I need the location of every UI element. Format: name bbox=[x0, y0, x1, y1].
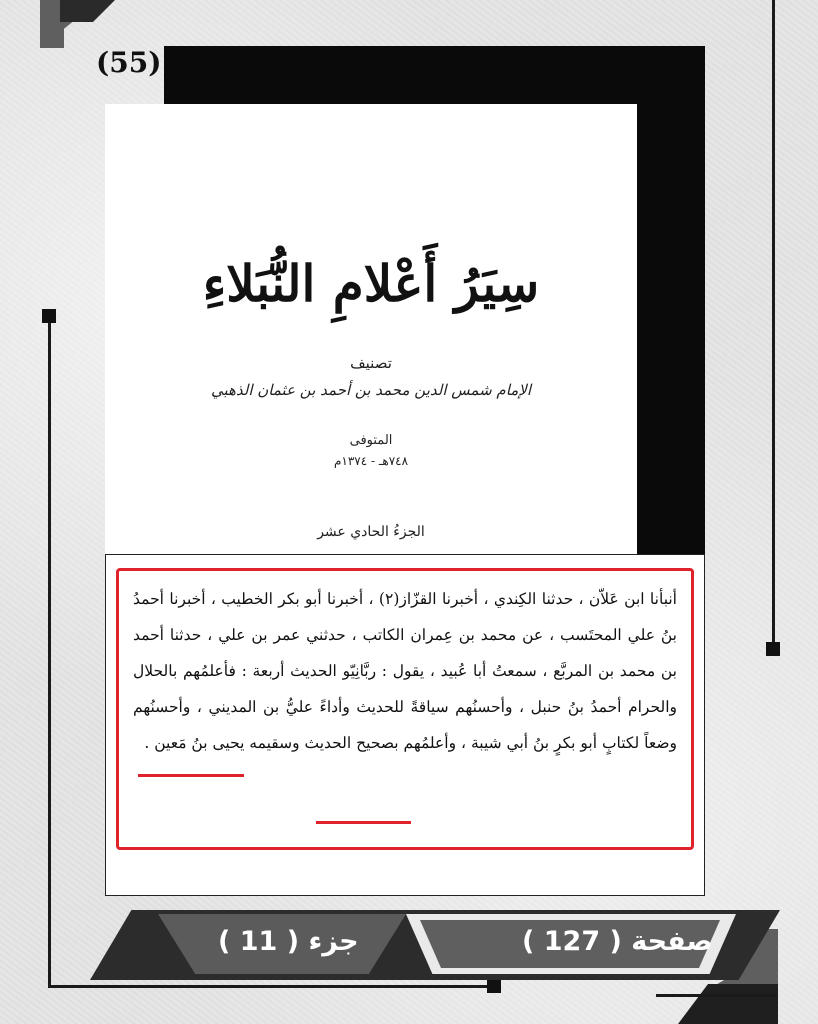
frame-line-left bbox=[48, 318, 51, 988]
excerpt-page bbox=[105, 554, 705, 896]
excerpt-underline-1 bbox=[138, 774, 244, 777]
cover-died-label: المتوفى bbox=[349, 433, 393, 448]
excerpt-highlight-frame bbox=[116, 568, 694, 850]
page-label: صفحة ( 127 ) bbox=[522, 926, 713, 957]
book-cover bbox=[105, 104, 637, 554]
frame-dot-left bbox=[42, 309, 56, 323]
corner-decoration-bottom-right-dark bbox=[678, 984, 778, 1024]
cover-author: الإمام شمس الدين محمد بن أحمد بن عثمان الذهبي bbox=[210, 381, 532, 399]
cover-volume: الجزءُ الحادي عشر bbox=[317, 524, 425, 540]
part-label: جزء ( 11 ) bbox=[218, 926, 359, 957]
book-title: سِيَرُ أَعْلامِ النُّبَلاءِ bbox=[202, 254, 540, 313]
frame-dot-right bbox=[766, 642, 780, 656]
frame-line-bottom bbox=[48, 985, 493, 988]
page-number: (55) bbox=[96, 46, 162, 79]
cover-tasnif: تصنيف bbox=[350, 354, 392, 372]
excerpt-text: أنبأنا ابن عَلاّن ، حدثنا الكِندي ، أخبرنا القزّاز(٢) ، أخبرنا أبو بكر الخطيب ، أخبرنا أحمدُ بنُ علي المحتَسب ، عن محمد بن عِمران الكاتب ، حدثني عمر بن علي ، حدثنا أحمد بن محمد بن المربَّع ، سمعتُ أبا عُبيد ، يقول : ربَّانِيّو الحديث أربعة : فأعلمُهم بالحلال والحرام أحمدُ بنُ حنبل ، وأحسنُهم سياقةً للحديث وأداءً عليُّ بن المديني ، وأحسنُهم وضعاً لكتابٍ أبو بكرٍ بنُ أبي شيبة ، وأعلمُهم بصحيح الحديث وسقيمه يحيى بنُ مَعين . bbox=[133, 590, 677, 752]
frame-line-bottom-right bbox=[656, 994, 776, 997]
frame-dot-bottom bbox=[487, 979, 501, 993]
cover-dates: ٧٤٨هـ - ١٣٧٤م bbox=[333, 454, 409, 468]
excerpt-underline-2 bbox=[316, 821, 411, 824]
frame-line-right bbox=[772, 0, 775, 650]
corner-decoration-top-left-dark bbox=[60, 0, 115, 22]
